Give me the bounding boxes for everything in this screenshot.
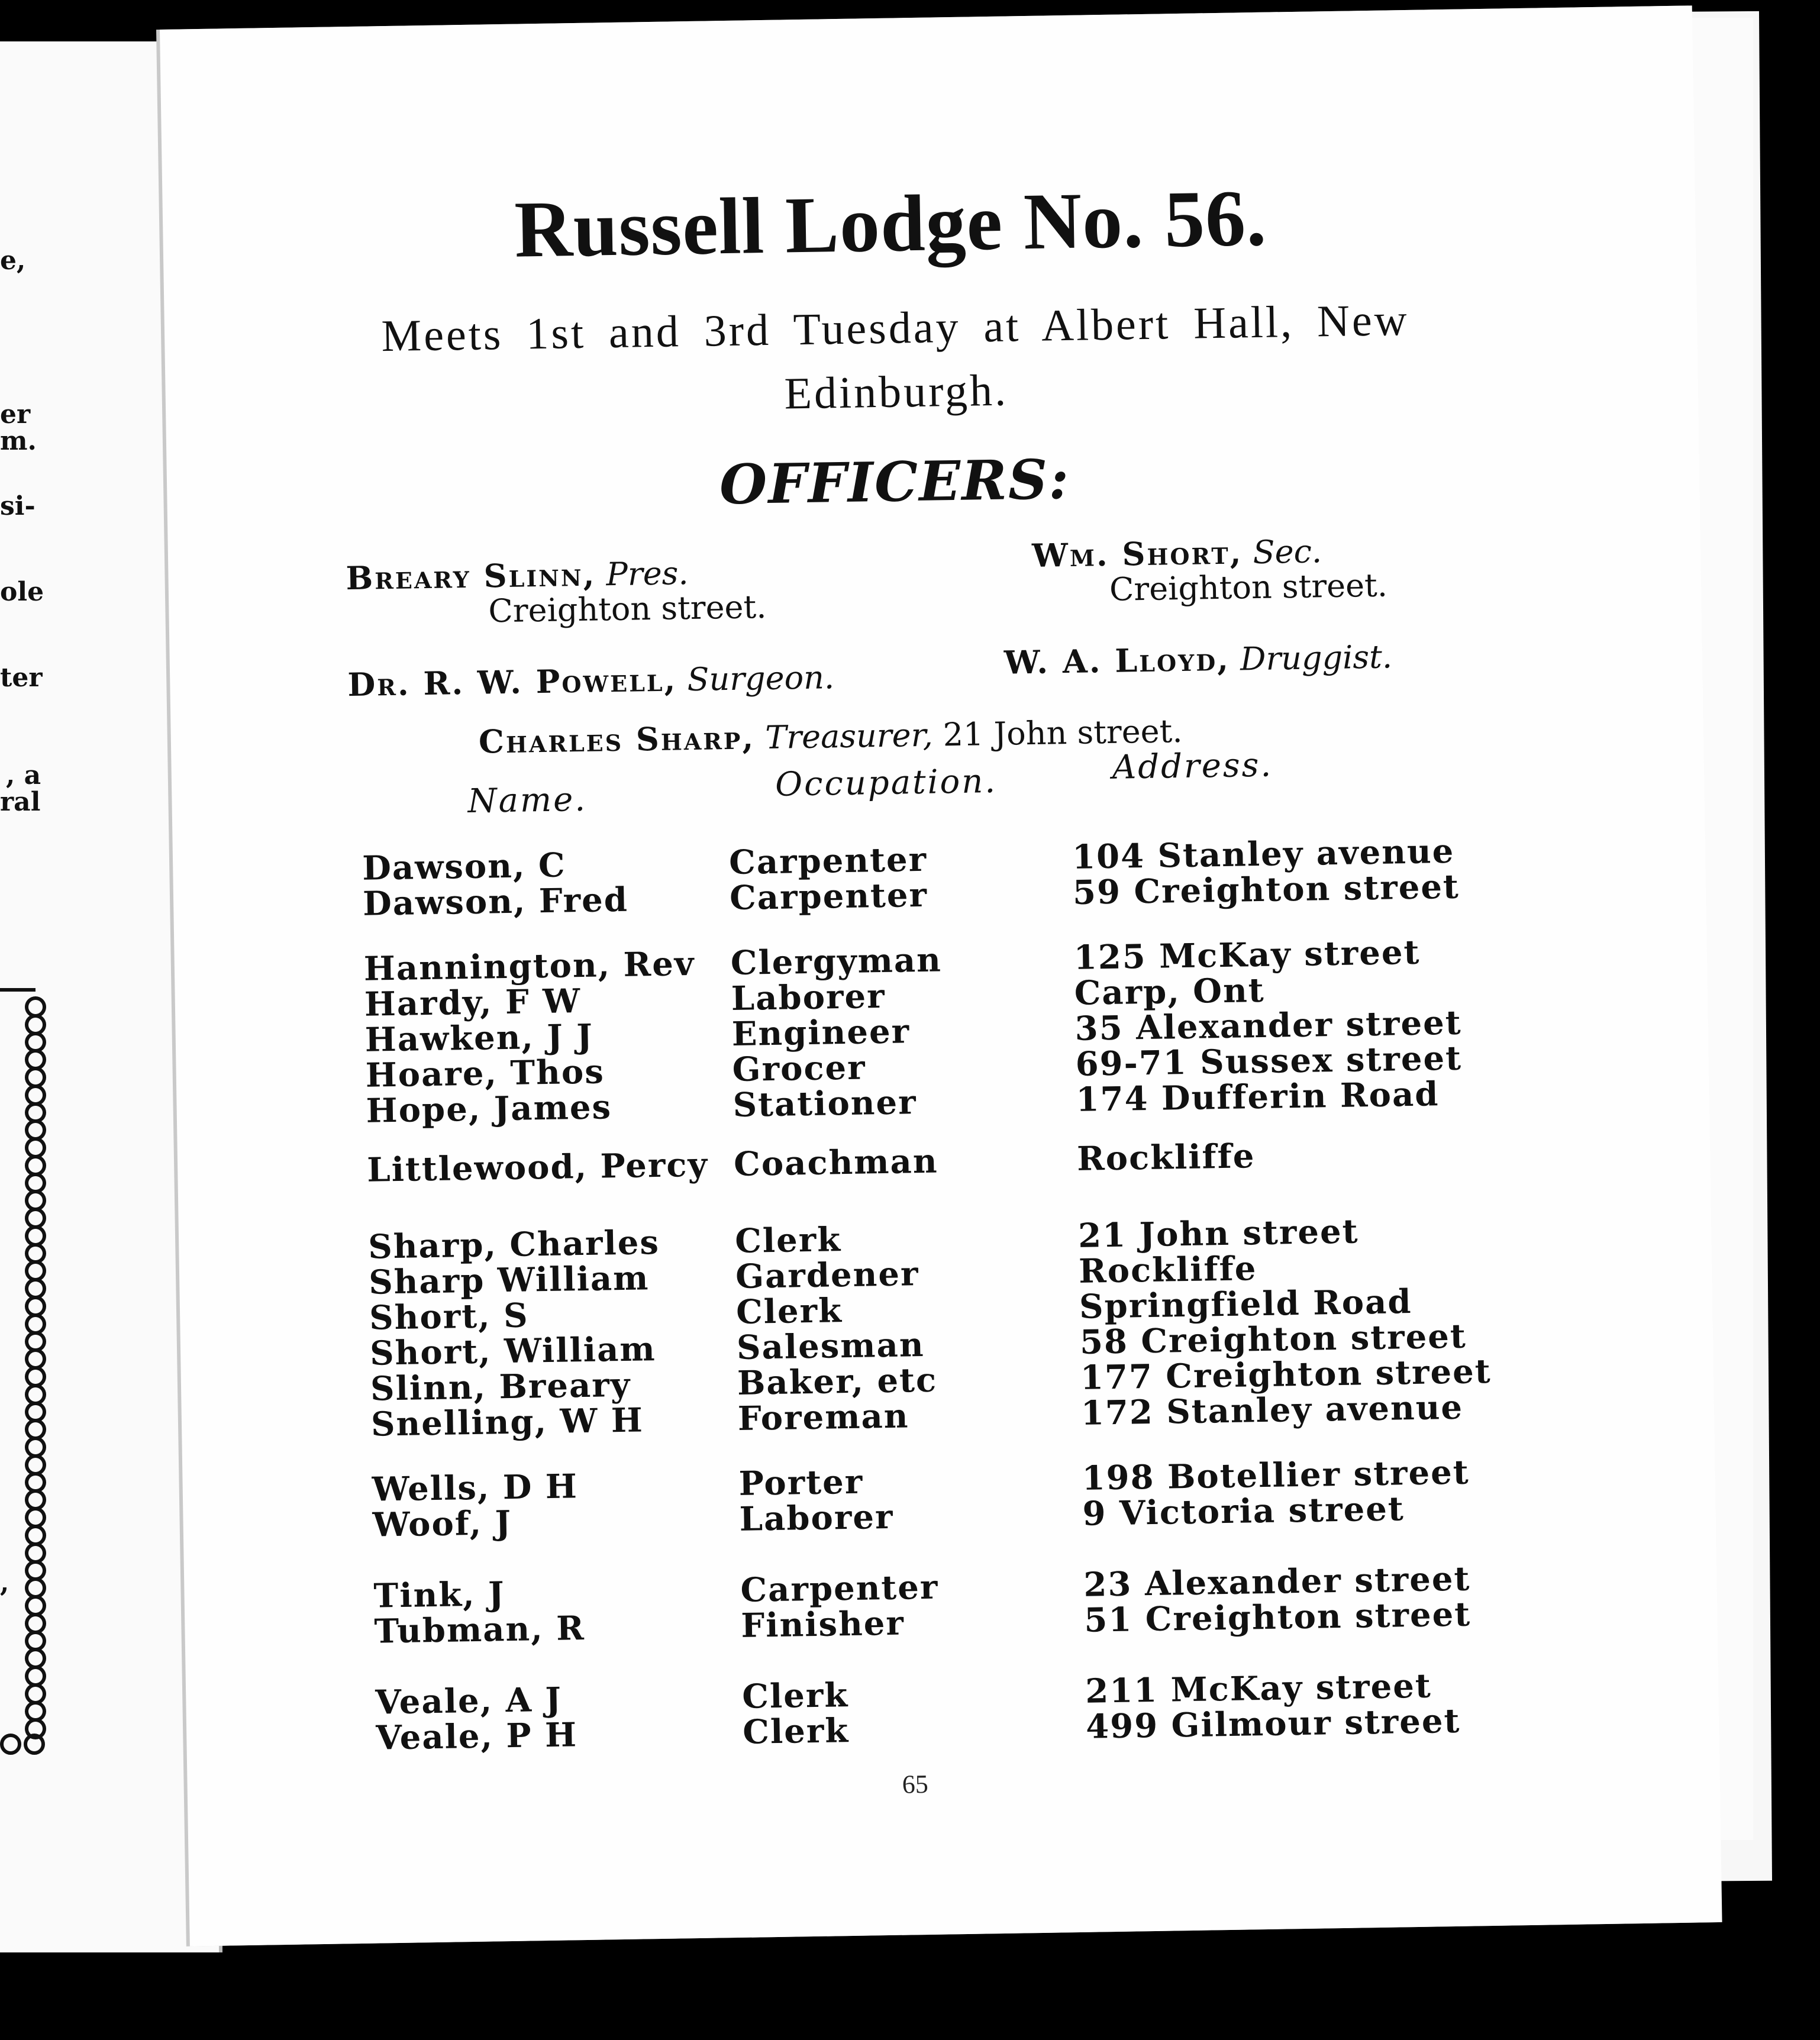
member-group — [182, 1450, 1639, 1544]
officer-role: Treasurer, — [764, 716, 934, 757]
member-occupation: Laborer — [731, 976, 886, 1019]
meeting-info — [318, 287, 1473, 433]
officer-name: Charles Sharp, — [478, 718, 756, 761]
member-address: Rockliffe — [1076, 1137, 1256, 1179]
member-occupation: Foreman — [737, 1396, 909, 1438]
member-group — [186, 1663, 1642, 1757]
officer-address: Creighton street. — [488, 588, 767, 630]
member-occupation: Clergyman — [730, 940, 943, 983]
left-fragment: , a — [6, 760, 41, 790]
member-address: 125 McKay street — [1073, 932, 1421, 977]
member-address: Carp, Ont — [1074, 970, 1266, 1013]
chain-border-ornament — [12, 1000, 59, 1739]
member-address: Springfield Road — [1079, 1282, 1413, 1326]
member-occupation: Carpenter — [740, 1567, 939, 1610]
member-name: Hannington, Rev — [363, 944, 695, 989]
left-fragment: si- — [0, 491, 36, 521]
member-address: 499 Gilmour street — [1085, 1701, 1461, 1747]
member-occupation: Laborer — [739, 1497, 894, 1539]
member-address: 177 Creighton street — [1080, 1351, 1492, 1397]
member-occupation: Finisher — [740, 1603, 905, 1645]
left-fragment: ral — [0, 787, 41, 817]
officer-name: Breary Slinn, — [346, 555, 596, 598]
officer-role: Surgeon. — [686, 659, 835, 699]
member-address: 69-71 Sussex street — [1075, 1038, 1463, 1084]
member-name: Dawson, C — [362, 845, 567, 888]
member-group — [178, 1131, 1634, 1189]
chain-link-icon — [0, 1734, 21, 1755]
officer-druggist — [1003, 637, 1392, 681]
member-name: Wells, D H — [372, 1467, 579, 1509]
page-title: Russell Lodge No. 56. — [514, 173, 1268, 275]
member-address: 23 Alexander street — [1083, 1559, 1471, 1605]
officer-role: Pres. — [606, 554, 689, 593]
member-occupation: Baker, etc — [737, 1360, 938, 1403]
member-group — [179, 1208, 1637, 1444]
member-occupation: Stationer — [732, 1083, 918, 1125]
left-fragment: ter — [0, 663, 43, 693]
member-address: 59 Creighton street — [1072, 867, 1460, 912]
member-occupation: Carpenter — [728, 840, 928, 883]
border-rule — [0, 988, 36, 992]
column-head-occupation: Occupation. — [775, 761, 998, 804]
officer-surgeon — [347, 658, 835, 703]
member-name: Short, S — [369, 1296, 530, 1338]
officer-role: Druggist. — [1240, 638, 1393, 678]
member-address: 174 Dufferin Road — [1076, 1074, 1440, 1119]
column-head-address: Address. — [1112, 745, 1273, 787]
chain-link-icon — [24, 1734, 45, 1755]
member-group — [173, 829, 1629, 923]
officer-address: 21 John street. — [943, 712, 1183, 754]
member-address: 9 Victoria street — [1082, 1489, 1405, 1534]
member-occupation: Salesman — [736, 1325, 925, 1367]
column-head-name: Name. — [467, 780, 588, 821]
officer-name: Dr. R. W. Powell, — [347, 660, 677, 704]
member-group — [184, 1557, 1641, 1651]
member-address: 35 Alexander street — [1074, 1003, 1463, 1048]
member-occupation: Engineer — [731, 1012, 911, 1054]
page-number: 65 — [902, 1769, 929, 1799]
member-name: Veale, P H — [375, 1715, 578, 1758]
member-name: Hope, James — [366, 1087, 612, 1131]
left-fragment: e, — [0, 246, 26, 276]
member-occupation: Coachman — [733, 1141, 939, 1184]
left-fragment: , — [0, 1568, 9, 1598]
directory-page — [160, 5, 1722, 1946]
left-fragment: m. — [0, 426, 37, 456]
member-address: 104 Stanley avenue — [1072, 831, 1455, 877]
member-name: Slinn, Breary — [370, 1365, 631, 1409]
member-address: Rockliffe — [1078, 1249, 1257, 1291]
member-name: Sharp William — [368, 1258, 650, 1302]
officers-heading: OFFICERS: — [719, 447, 1070, 517]
member-name: Tink, J — [373, 1574, 506, 1616]
left-fragment: er — [0, 399, 31, 430]
officer-address: Creighton street. — [1109, 566, 1388, 608]
member-address: 51 Creighton street — [1083, 1594, 1472, 1640]
member-occupation: Porter — [738, 1462, 864, 1503]
officer-treasurer — [478, 712, 1182, 761]
member-address: 58 Creighton street — [1079, 1316, 1467, 1362]
member-name: Hawken, J J — [364, 1016, 594, 1060]
officer-name: W. A. Lloyd, — [1003, 640, 1231, 682]
member-group — [175, 929, 1632, 1130]
officer-name: Wm. Short, — [1031, 533, 1243, 574]
meeting-line: Meets 1st and 3rd Tuesday at Albert Hall, New — [380, 295, 1410, 361]
left-fragment: ole — [0, 577, 44, 607]
member-address: 21 John street — [1077, 1212, 1359, 1255]
chain-border-corner — [0, 1734, 47, 1757]
member-name: Hardy, F W — [364, 982, 582, 1024]
member-address: 211 McKay street — [1085, 1666, 1432, 1711]
member-name: Veale, A J — [375, 1680, 563, 1722]
member-occupation: Clerk — [734, 1220, 842, 1261]
member-name: Sharp, Charles — [367, 1222, 660, 1267]
member-name: Tubman, R — [374, 1609, 586, 1651]
officer-role: Sec. — [1253, 532, 1322, 572]
meeting-line: Edinburgh. — [783, 365, 1009, 419]
member-name: Hoare, Thos — [365, 1052, 605, 1095]
member-name: Short, William — [369, 1329, 657, 1373]
member-name: Littlewood, Percy — [366, 1145, 709, 1190]
member-address: 172 Stanley avenue — [1080, 1387, 1464, 1433]
member-name: Snelling, W H — [370, 1400, 644, 1444]
member-row — [178, 1131, 1634, 1189]
member-occupation: Grocer — [732, 1048, 867, 1090]
member-occupation: Clerk — [735, 1291, 843, 1332]
member-occupation: Clerk — [741, 1676, 849, 1716]
member-address: 198 Botellier street — [1082, 1452, 1470, 1498]
member-name: Dawson, Fred — [362, 880, 629, 924]
member-occupation: Clerk — [742, 1711, 850, 1752]
member-occupation: Carpenter — [729, 875, 928, 918]
member-name: Woof, J — [372, 1503, 512, 1545]
member-occupation: Gardener — [735, 1254, 919, 1296]
